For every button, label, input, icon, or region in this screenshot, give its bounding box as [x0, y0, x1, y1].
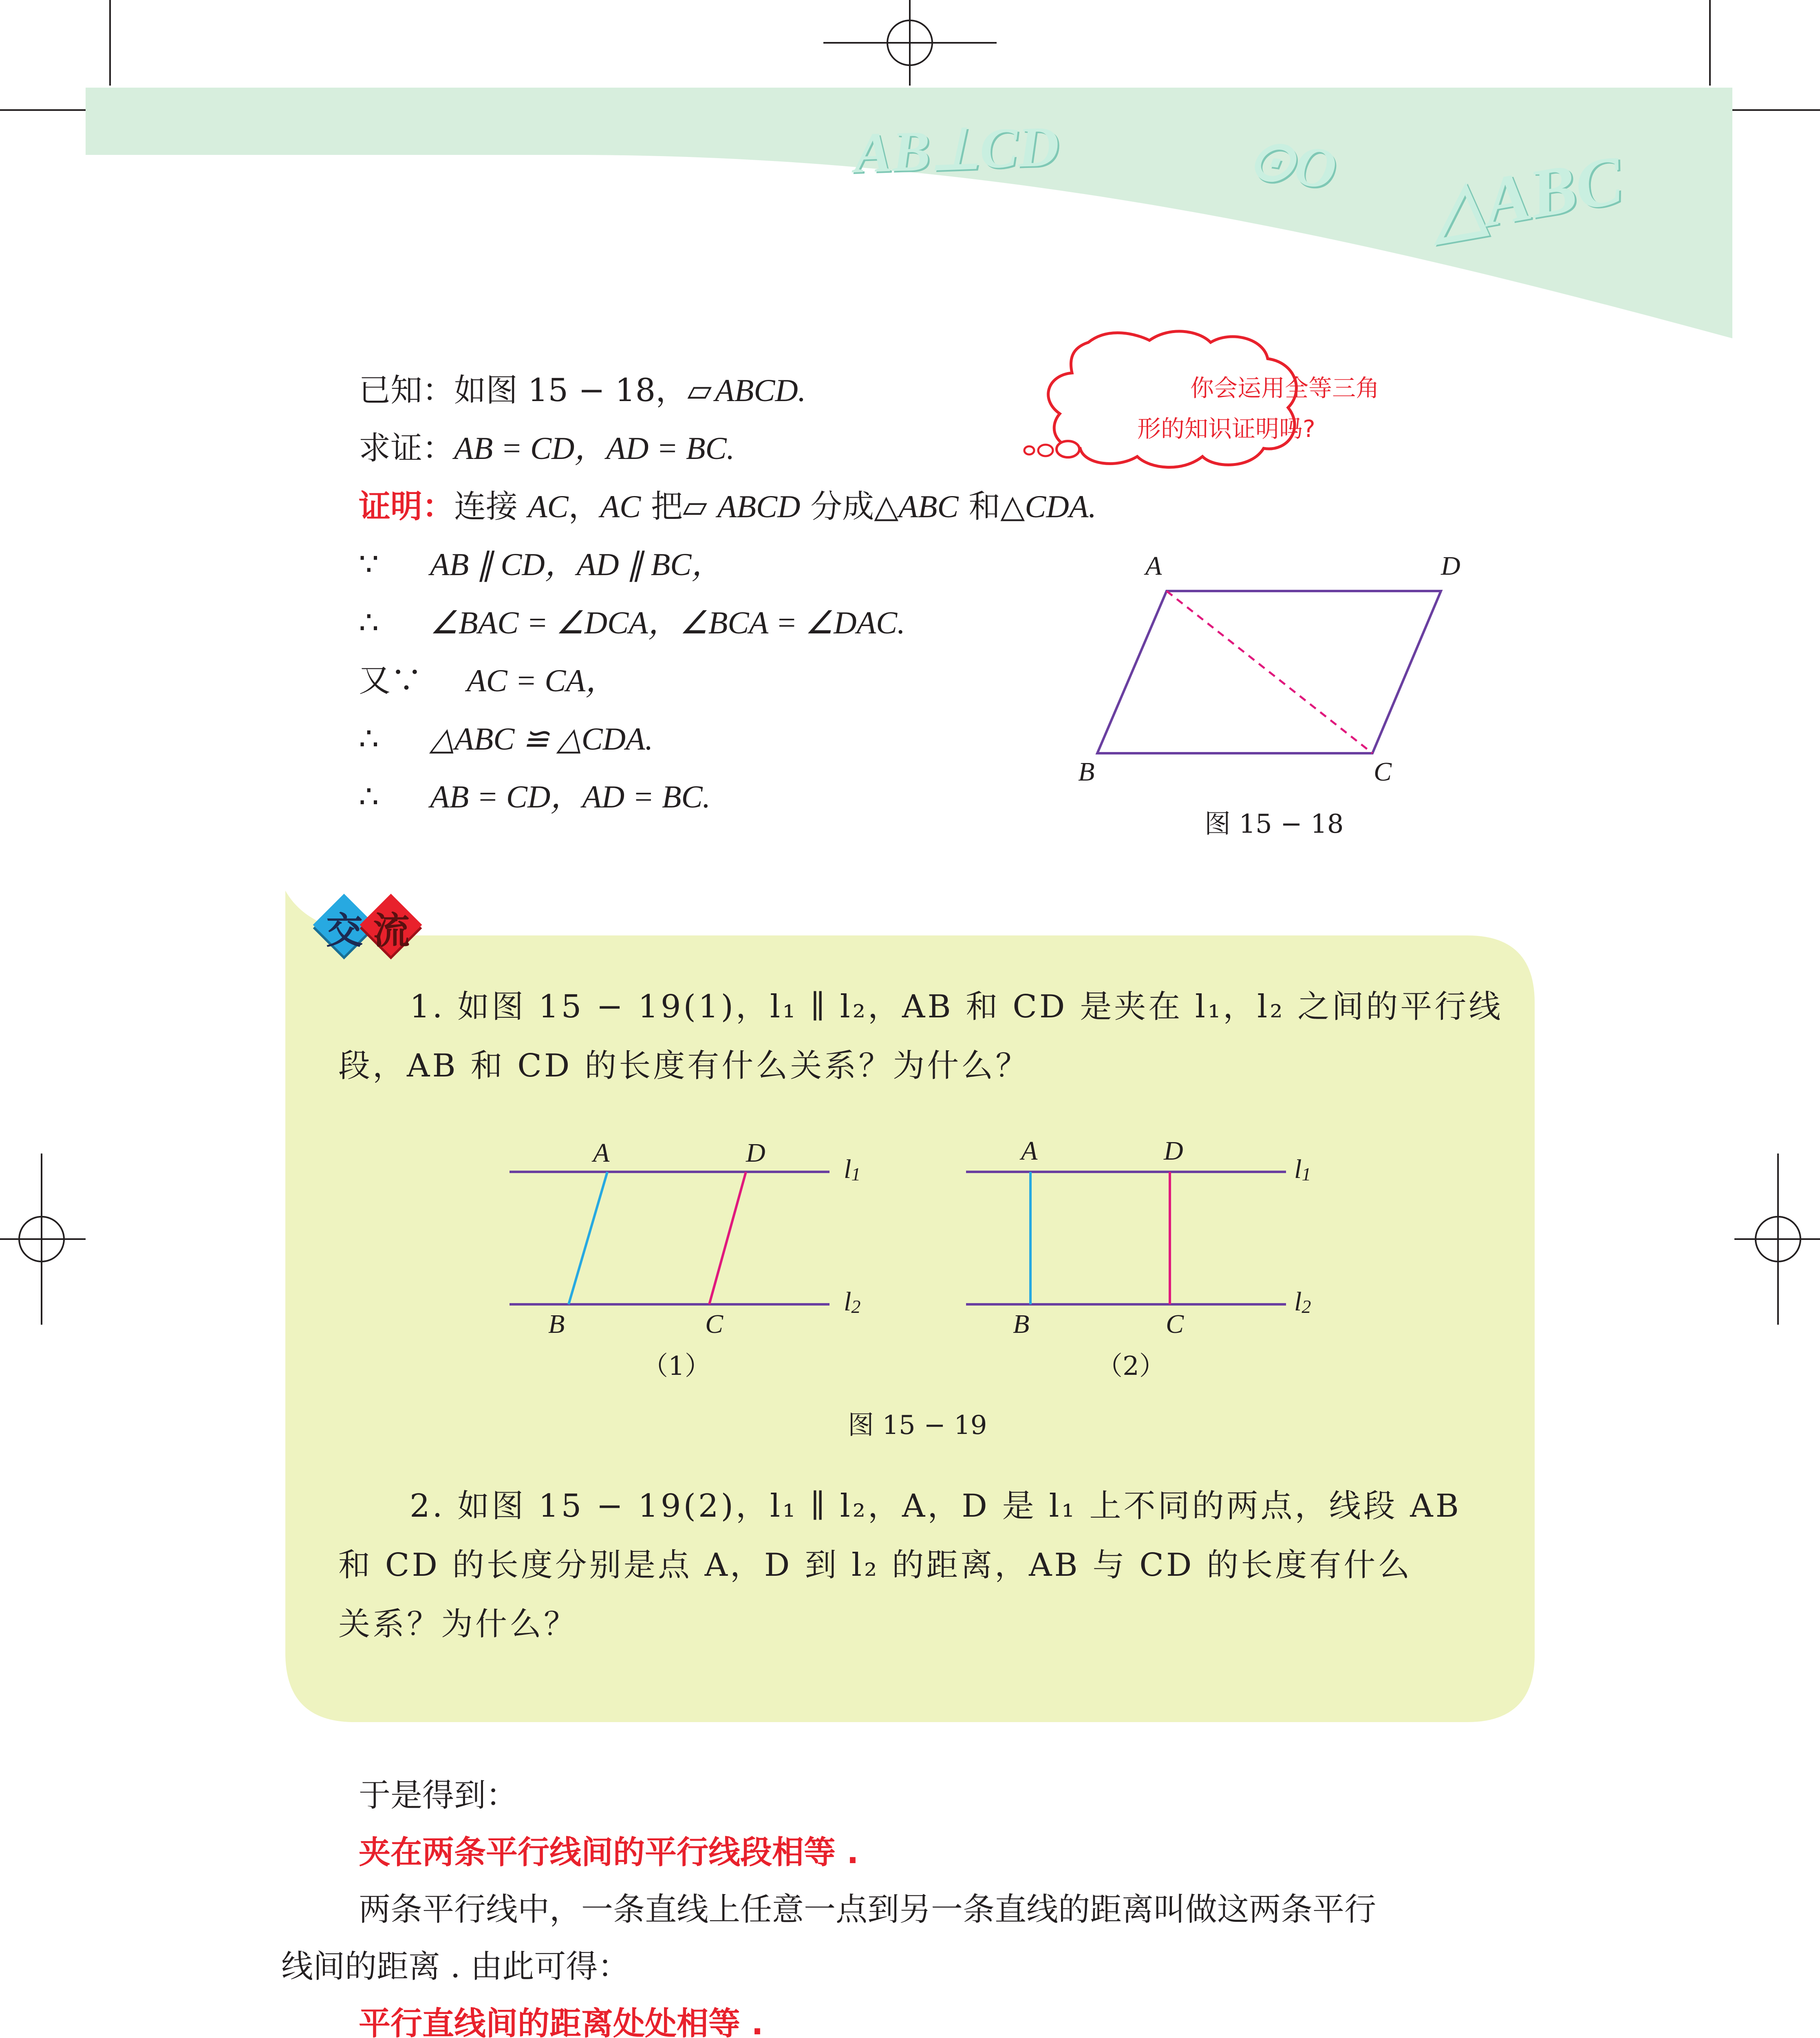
fig19-1-label-B: B: [548, 1309, 565, 1339]
exchange-q2-line1: 2. 如图 15 − 19(2)，l₁ ∥ l₂，A，D 是 l₁ 上不同的两点，线段 AB: [410, 1488, 1461, 1524]
given-line: 已知：如图 15 − 18，▱ ABCD.: [359, 372, 806, 409]
figure-15-18-caption: 图 15 − 18: [1205, 809, 1344, 839]
proof-therefore-1: ∴ ∠BAC = ∠DCA，∠BCA = ∠DAC.: [359, 604, 905, 641]
figure-15-19-1-label: （1）: [642, 1351, 711, 1381]
figure-15-19-2: [946, 1125, 1353, 1357]
proof-because-2: 又∵ AC = CA，: [359, 662, 617, 699]
figure-15-19-2-label: （2）: [1096, 1351, 1165, 1381]
figure-15-19-caption: 图 15 − 19: [848, 1410, 987, 1440]
fig18-label-A: A: [1145, 551, 1162, 581]
figure-15-19-1: [489, 1125, 897, 1357]
exchange-badge-char-2: 流: [373, 909, 410, 952]
fig19-2-label-l2: l2: [1294, 1287, 1311, 1317]
exchange-q2-line2: 和 CD 的长度分别是点 A，D 到 l₂ 的距离，AB 与 CD 的长度有什么: [338, 1547, 1412, 1584]
fig19-1-label-l2: l2: [844, 1287, 861, 1317]
header-deco-circle: ⊙O: [1243, 126, 1341, 202]
fig19-2-label-B: B: [1013, 1309, 1030, 1339]
fig19-1-label-C: C: [705, 1309, 724, 1339]
conclusion-definition-line2: 线间的距离 . 由此可得：: [281, 1948, 630, 1985]
conclusion-theorem-1: 夹在两条平行线间的平行线段相等 .: [359, 1834, 859, 1871]
fig18-label-D: D: [1441, 551, 1460, 581]
exchange-q1-line1: 1. 如图 15 − 19(1)，l₁ ∥ l₂，AB 和 CD 是夹在 l₁，l₂ 之间的平行线: [410, 988, 1503, 1025]
thought-bubble-line1: 你会运用全等三角: [1190, 374, 1380, 402]
proof-therefore-3: ∴ AB = CD，AD = BC.: [359, 779, 711, 815]
prove-line: 求证：AB = CD，AD = BC.: [359, 430, 735, 467]
header-deco-triangle: △ABC: [1425, 141, 1628, 250]
fig19-1-label-l1: l1: [844, 1154, 861, 1184]
proof-line-1: 证明：连接 AC，AC 把▱ ABCD 分成△ABC 和△CDA.: [359, 488, 1096, 525]
proof-therefore-2: ∴ △ABC ≌ △CDA.: [359, 721, 653, 757]
conclusion-theorem-2: 平行直线间的距离处处相等 .: [359, 2005, 763, 2038]
header-deco-perpendicular: AB⊥CD: [853, 115, 1060, 185]
fig18-label-B: B: [1078, 757, 1095, 787]
conclusion-definition-line1: 两条平行线中，一条直线上任意一点到另一条直线的距离叫做这两条平行: [359, 1891, 1377, 1928]
fig19-2-label-C: C: [1166, 1309, 1184, 1339]
exchange-badge-char-1: 交: [326, 909, 363, 952]
fig19-1-label-A: A: [593, 1138, 610, 1168]
fig19-1-label-D: D: [746, 1138, 766, 1168]
conclusion-intro: 于是得到：: [359, 1777, 518, 1814]
exchange-q2-line3: 关系？为什么？: [338, 1606, 578, 1643]
fig19-2-label-A: A: [1021, 1136, 1038, 1166]
fig19-2-label-l1: l1: [1294, 1154, 1311, 1184]
thought-bubble-line2: 形的知识证明吗?: [1137, 415, 1315, 443]
exchange-q1-line2: 段，AB 和 CD 的长度有什么关系？为什么？: [338, 1048, 1030, 1084]
proof-because-1: ∵ AB ∥ CD，AD ∥ BC，: [359, 546, 724, 583]
fig19-2-label-D: D: [1164, 1136, 1183, 1166]
fig18-label-C: C: [1374, 757, 1392, 787]
